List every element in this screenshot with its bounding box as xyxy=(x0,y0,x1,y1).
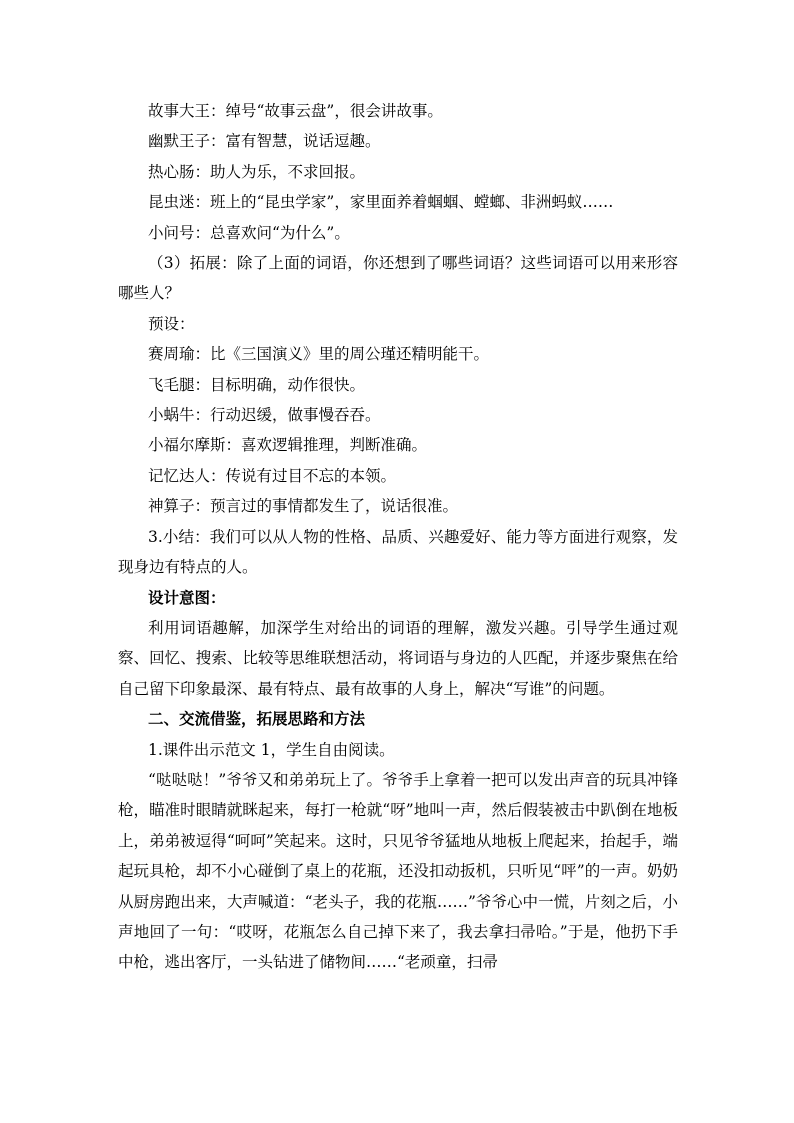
text-line: 记忆达人：传说有过目不忘的本领。 xyxy=(148,466,397,485)
text-line: 神算子：预言过的事情都发生了，说话很准。 xyxy=(148,497,459,516)
text-line: 幽默王子：富有智慧，说话逗趣。 xyxy=(148,132,381,151)
text-line: 预设： xyxy=(148,314,195,333)
text-line: 1.课件出示范文 1，学生自由阅读。 xyxy=(148,740,395,759)
text-line: 热心肠：助人为乐，不求回报。 xyxy=(148,162,366,181)
text-line: 小问号：总喜欢问“为什么”。 xyxy=(148,223,350,242)
paragraph-summary: 3.小结：我们可以从人物的性格、品质、兴趣爱好、能力等方面进行观察，发现身边有特点的人。 xyxy=(118,527,678,577)
text-line: 飞毛腿：目标明确，动作很快。 xyxy=(148,375,366,394)
text-line: 小福尔摩斯：喜欢逻辑推理，判断准确。 xyxy=(148,436,428,455)
document-body xyxy=(118,96,678,978)
paragraph-sample-essay: “哒哒哒！”爷爷又和弟弟玩上了。爷爷手上拿着一把可以发出声音的玩具冲锋枪，瞄准时眼睛就眯起来，每打一枪就“呀”地叫一声，然后假装被击中趴倒在地板上，弟弟被逗得“呵呵”笑起来。这时，只见爷爷猛地从地板上爬起来，抬起手，端起玩具枪，却不小心碰倒了桌上的花瓶，还没扣动扳机，只听见“呯”的一声。奶奶从厨房跑出来，大声喊道：“老头子，我的花瓶……”爷爷心中一慌，片刻之后，小声地回了一句：“哎呀，花瓶怎么自己掉下来了，我去拿扫帚哈。”于是，他扔下手中枪，逃出客厅，一头钻进了储物间……“老顽童，扫帚 xyxy=(118,770,678,972)
section-heading-design-intent: 设计意图： xyxy=(148,587,226,607)
text-line: 小蜗牛：行动迟缓，做事慢吞吞。 xyxy=(148,406,381,425)
paragraph-extension: （3）拓展：除了上面的词语，你还想到了哪些词语？这些词语可以用来形容哪些人？ xyxy=(118,254,678,303)
text-line: 昆虫迷：班上的“昆虫学家”，家里面养着蝈蝈、螳螂、非洲蚂蚁…… xyxy=(148,193,614,212)
text-line: 赛周瑜：比《三国演义》里的周公瑾还精明能干。 xyxy=(148,345,490,364)
paragraph-design-intent: 利用词语趣解，加深学生对给出的词语的理解，激发兴趣。引导学生通过观察、回忆、搜索、比较等思维联想活动，将词语与身边的人匹配，并逐步聚焦在给自己留下印象最深、最有特点、最有故事的人身上，解决“写谁”的问题。 xyxy=(118,618,678,698)
text-line: 故事大王：绰号“故事云盘”，很会讲故事。 xyxy=(148,102,443,120)
section-heading-exchange: 二、交流借鉴，拓展思路和方法 xyxy=(148,709,366,729)
